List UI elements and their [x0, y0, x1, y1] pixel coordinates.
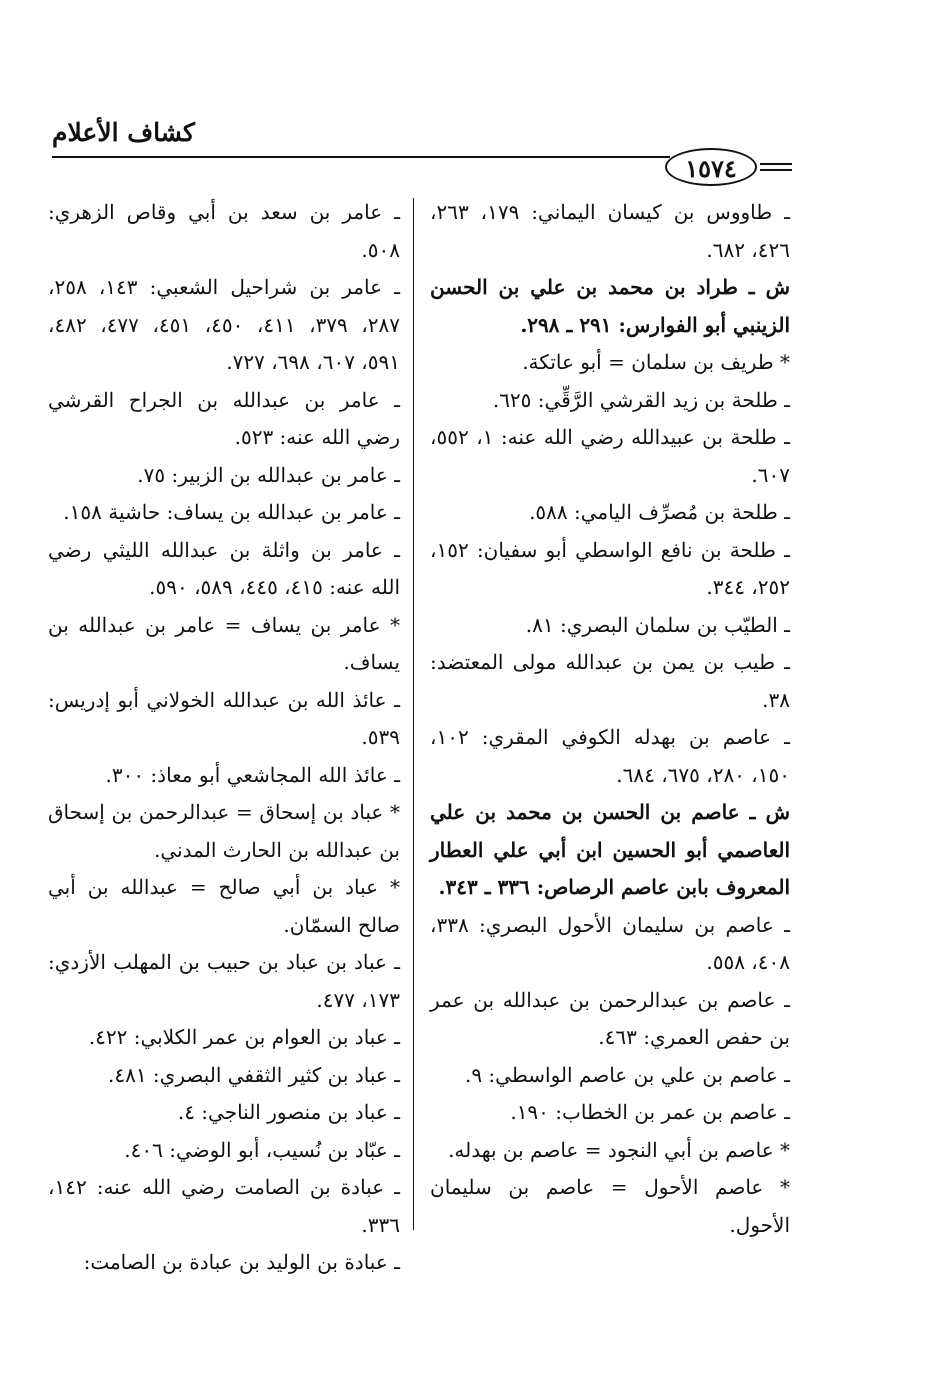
index-entry: ـ عامر بن واثلة بن عبدالله الليثي رضي الله عنه: ٤١٥، ٤٤٥، ٥٨٩، ٥٩٠. — [48, 537, 400, 599]
index-entry: ـ عامر بن عبدالله بن الجراح القرشي رضي الله عنه: ٥٢٣. — [48, 387, 400, 449]
index-entry: ـ عاصم بن علي بن عاصم الواسطي: ٩. — [464, 1062, 790, 1087]
index-entry: ش ـ عاصم بن الحسن بن محمد بن علي العاصمي أبو الحسين ابن أبي علي العطار المعروف بابن عاصم الرصاص: ٣٣٦ ـ ٣٤٣. — [430, 800, 790, 899]
index-entry: ـ طلحة بن عبيدالله رضي الله عنه: ١، ٥٥٢، ٦٠٧. — [430, 425, 791, 487]
header-rule-ornament — [760, 163, 792, 165]
index-entry: ـ عبّاد بن نُسيب، أبو الوضي: ٤٠٦. — [124, 1137, 400, 1162]
header-rule — [52, 156, 670, 158]
index-entry: ـ طلحة بن مُصرِّف اليامي: ٥٨٨. — [529, 500, 790, 524]
page-number: ١٥٧٤ — [665, 148, 757, 186]
column-divider — [413, 198, 414, 1230]
index-entry: ـ عائذ الله المجاشعي أبو معاذ: ٣٠٠. — [105, 762, 400, 787]
index-entry: * عامر بن يساف = عامر بن عبدالله بن يساف. — [48, 612, 400, 674]
index-entry: ـ عباد بن العوام بن عمر الكلابي: ٤٢٢. — [88, 1025, 400, 1049]
index-entry: ـ عامر بن عبدالله بن الزبير: ٧٥. — [137, 462, 400, 487]
index-entry: ـ عبادة بن الصامت رضي الله عنه: ١٤٢، ٣٣٦. — [48, 1175, 400, 1237]
index-entry: * عباد بن إسحاق = عبدالرحمن بن إسحاق بن عبدالله بن الحارث المدني. — [48, 800, 400, 862]
index-entry: ـ عاصم بن عمر بن الخطاب: ١٩٠. — [510, 1100, 790, 1124]
index-entry: ـ عبادة بن الوليد بن عبادة بن الصامت: — [83, 1250, 400, 1274]
index-entry: ش ـ طراد بن محمد بن علي بن الحسن الزينبي أبو الفوارس: ٢٩١ ـ ٢٩٨. — [430, 275, 790, 337]
index-entry: * عباد بن أبي صالح = عبدالله بن أبي صالح السمّان. — [48, 875, 400, 937]
index-entry: * عاصم بن أبي النجود = عاصم بن بهدله. — [448, 1137, 790, 1162]
index-entry: ـ طلحة بن زيد القرشي الرَّقِّي: ٦٢٥. — [492, 387, 790, 412]
index-entry: ـ طاووس بن كيسان اليماني: ١٧٩، ٢٦٣، ٤٢٦، ٦٨٢. — [430, 200, 790, 262]
index-entry: ـ عائذ الله بن عبدالله الخولاني أبو إدريس: ٥٣٩. — [48, 687, 400, 749]
index-column-left — [48, 194, 400, 1282]
index-entry: ـ عباد بن كثير الثقفي البصري: ٤٨١. — [107, 1062, 400, 1087]
index-entry: ـ طلحة بن نافع الواسطي أبو سفيان: ١٥٢، ٢٥٢، ٣٤٤. — [430, 537, 790, 599]
index-entry: ـ عاصم بن عبدالرحمن بن عبدالله بن عمر بن حفص العمري: ٤٦٣. — [430, 987, 790, 1049]
header-rule-ornament — [760, 169, 792, 171]
index-entry: ـ عباد بن منصور الناجي: ٤. — [177, 1100, 400, 1124]
index-entry: ـ الطيّب بن سلمان البصري: ٨١. — [525, 612, 790, 637]
index-entry: ـ عباد بن عباد بن حبيب بن المهلب الأزدي: ١٧٣، ٤٧٧. — [48, 950, 400, 1012]
page-title: كشاف الأعلام — [52, 118, 195, 147]
index-entry: ـ عامر بن سعد بن أبي وقاص الزهري: ٥٠٨. — [48, 200, 400, 262]
index-entry: ـ عاصم بن بهدله الكوفي المقري: ١٠٢، ١٥٠، ٢٨٠، ٦٧٥، ٦٨٤. — [430, 725, 790, 787]
index-column-right — [430, 194, 790, 1244]
index-entry: * طريف بن سلمان = أبو عاتكة. — [522, 350, 790, 374]
index-entry: ـ عامر بن شراحيل الشعبي: ١٤٣، ٢٥٨، ٢٨٧، ٣٧٩، ٤١١، ٤٥٠، ٤٥١، ٤٧٧، ٤٨٢، ٥٩١، ٦٠٧، ٦٩٨، ٧٢٧. — [48, 275, 401, 374]
index-entry: ـ طيب بن يمن بن عبدالله مولى المعتضد: ٣٨. — [430, 650, 790, 712]
index-entry: ـ عاصم بن سليمان الأحول البصري: ٣٣٨، ٤٠٨، ٥٥٨. — [430, 912, 790, 974]
index-entry: * عاصم الأحول = عاصم بن سليمان الأحول. — [430, 1175, 790, 1237]
index-entry: ـ عامر بن عبدالله بن يساف: حاشية ١٥٨. — [63, 500, 400, 524]
